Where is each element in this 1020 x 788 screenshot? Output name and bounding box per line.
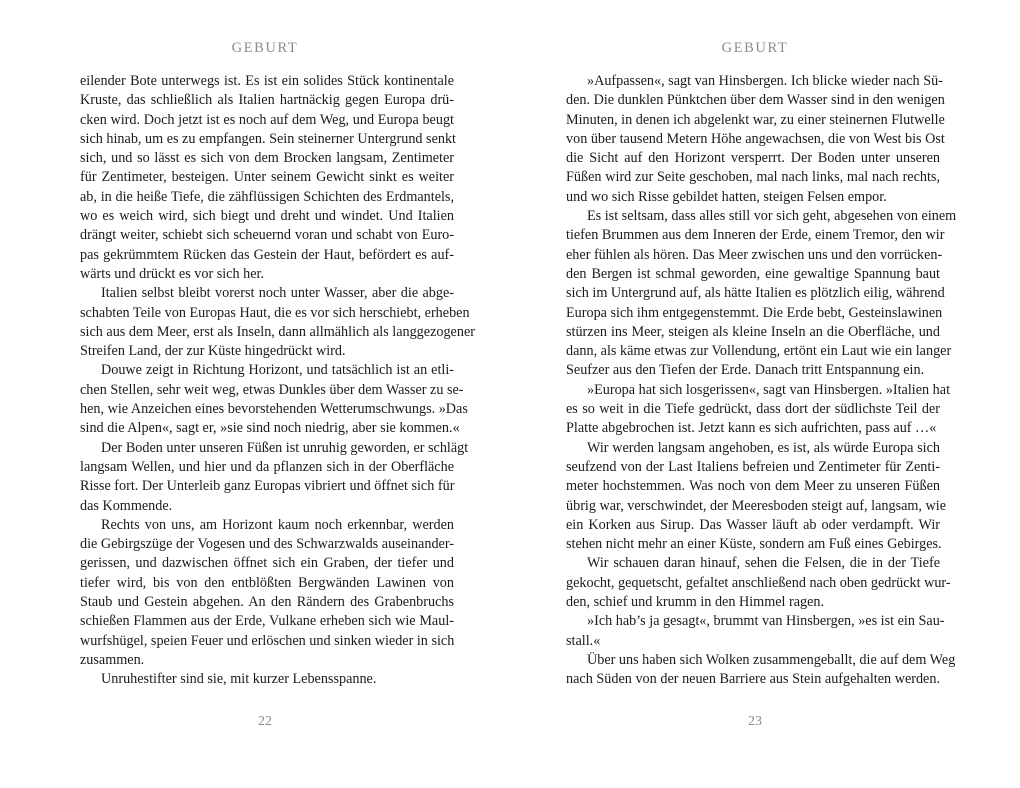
text-line: es so weit in die Tiefe gedrückt, dass dort der südlichste Teil der	[566, 401, 940, 418]
text-line: ab, in die heiße Tiefe, die zähflüssigen Schichten des Erdmantels,	[80, 188, 454, 205]
text-line: gekocht, gequetscht, gefaltet anschließend nach oben gedrückt wur-	[566, 574, 951, 591]
text-line: ein Korken aus Sirup. Das Wasser läuft ab oder verdampft. Wir	[566, 516, 940, 533]
text-line: sich, und so lässt es sich von dem Brocken langsam, Zentimeter	[80, 150, 454, 167]
text-line: Wir werden langsam angehoben, es ist, als würde Europa sich	[587, 439, 940, 456]
text-line: eilender Bote unterwegs ist. Es ist ein solides Stück kontinentale	[80, 73, 454, 89]
text-line: Douwe zeigt in Richtung Horizont, und tatsächlich ist an etli-	[101, 362, 454, 379]
text-line: Wir schauen daran hinauf, sehen die Felsen, die in der Tiefe	[587, 555, 940, 572]
right-running-head: GEBURT	[721, 40, 789, 56]
text-line: sind die Alpen«, sagt er, »sie sind noch niedrig, aber sie kommen.«	[80, 420, 460, 437]
text-line: Minuten, in denen ich abgelenkt war, zu einer steinernen Flutwelle	[566, 111, 945, 128]
text-line: sich hinab, um es zu empfangen. Sein steinerner Untergrund senkt	[80, 130, 457, 147]
text-line: hen, wie Anzeichen eines bevorstehenden Wetterumschwungs. »Das	[80, 401, 468, 418]
text-line: schabten Teile von Europas Haut, die es vor sich herschiebt, erheben	[80, 304, 470, 321]
text-line: Platte abgebrochen ist. Jetzt kann es sich aufrichten, pass auf …«	[566, 420, 937, 437]
text-line: »Aufpassen«, sagt van Hinsbergen. Ich blicke wieder nach Sü-	[587, 73, 943, 89]
text-line: schießen Flammen aus der Erde, Vulkane erheben sich wie Maul-	[80, 613, 454, 630]
left-page-number: 22	[258, 714, 272, 729]
text-line: drängt weiter, schiebt sich scheuernd voran und schabt von Euro-	[80, 227, 454, 244]
text-line: cken wird. Doch jetzt ist es noch auf dem Weg, und Europa beugt	[80, 111, 454, 128]
text-line: Staub und Gestein abgehen. An den Rändern des Grabenbruchs	[80, 594, 454, 611]
text-line: die Sicht auf den Horizont versperrt. Der Boden unter unseren	[566, 150, 940, 167]
text-line: tiefen Brummen aus dem Inneren der Erde, einem Tremor, den wir	[566, 227, 945, 244]
text-line: meter hochstemmen. Was noch von dem Meer zu unseren Füßen	[566, 478, 940, 495]
text-line: Italien selbst bleibt vorerst noch unter Wasser, aber die abge-	[101, 285, 454, 302]
left-text-block	[80, 72, 475, 690]
right-page-number: 23	[748, 714, 762, 729]
text-line: Streifen Land, der zur Küste hingedrückt wird.	[80, 343, 346, 360]
text-line: stehen nicht mehr an einer Küste, sondern am Fuß eines Gebirges.	[566, 536, 942, 553]
text-line: wo es weich wird, sich biegt und dreht und windet. Und Italien	[80, 208, 454, 225]
text-line: die Gebirgszüge der Vogesen und des Schwarzwalds auseinander-	[80, 536, 454, 553]
text-line: Risse fort. Der Unterleib ganz Europas vibriert und öffnet sich für	[80, 478, 455, 495]
text-line: den, schief und krumm in den Himmel ragen.	[566, 594, 825, 611]
left-running-head: GEBURT	[231, 40, 299, 56]
text-line: Kruste, das schließlich als Italien hartnäckig gegen Europa drü-	[80, 92, 454, 109]
text-line: den Bergen ist schmal geworden, eine gewaltige Spannung baut	[566, 265, 940, 282]
text-line: zusammen.	[80, 651, 145, 668]
text-line: »Ich hab’s ja gesagt«, brummt van Hinsbergen, »es ist ein Sau-	[587, 613, 945, 630]
text-line: für Zentimeter, besteigen. Unter seinem Gewicht sinkt es weiter	[80, 169, 454, 186]
text-line: pas gekrümmtem Rücken das Gestein der Haut, befördert es auf-	[80, 246, 454, 263]
text-line: Der Boden unter unseren Füßen ist unruhig geworden, er schlägt	[101, 439, 469, 456]
text-line: Über uns haben sich Wolken zusammengeballt, die auf dem Weg	[587, 651, 956, 668]
text-line: seufzend von der Last Italiens befreien und Zentimeter für Zenti-	[566, 458, 940, 475]
text-line: Europa sich ihm entgegenstemmt. Die Erde bebt, Gesteinslawinen	[566, 304, 943, 321]
text-line: sich aus dem Meer, erst als Inseln, dann allmählich als langgezogener	[80, 323, 475, 340]
text-line: langsam Wellen, und hier und da pflanzen sich in der Oberfläche	[80, 458, 454, 475]
text-line: chen Stellen, sehr weit weg, etwas Dunkles über dem Wasser zu se-	[80, 381, 464, 398]
text-line: den. Die dunklen Pünktchen über dem Wasser sind in den wenigen	[566, 92, 945, 109]
text-line: von über tausend Metern Höhe angewachsen, die von West bis Ost	[566, 130, 945, 147]
text-line: nach Süden von der neuen Barriere aus Stein aufgehalten werden.	[566, 671, 940, 688]
text-line: stürzen ins Meer, steigen als kleine Inseln an die Oberfläche, und	[566, 323, 940, 340]
text-line: tiefer wird, bis von den entblößten Bergwänden Lawinen von	[80, 574, 454, 591]
text-line: Unruhestifter sind sie, mit kurzer Lebensspanne.	[101, 671, 377, 688]
right-page	[510, 0, 1020, 788]
text-line: »Europa hat sich losgerissen«, sagt van Hinsbergen. »Italien hat	[587, 381, 951, 398]
text-line: gerissen, und dazwischen öffnet sich ein Graben, der tiefer und	[80, 555, 454, 572]
text-line: das Kommende.	[80, 497, 173, 514]
text-line: wärts und drückt es vor sich her.	[80, 265, 265, 282]
text-line: Rechts von uns, am Horizont kaum noch erkennbar, werden	[101, 516, 454, 533]
text-line: übrig war, verschwindet, der Meeresboden steigt auf, langsam, wie	[566, 497, 947, 514]
text-line: sich im Untergrund auf, als hätte Italien es plötzlich eilig, während	[566, 285, 945, 302]
text-line: eher fühlen als hören. Das Meer zwischen uns und den vorrücken-	[566, 246, 943, 263]
text-line: wurfshügel, speien Feuer und erlöschen und sinken wieder in sich	[80, 632, 455, 649]
text-line: Seufzer aus den Tiefen der Erde. Danach tritt Entspannung ein.	[566, 362, 925, 379]
right-text-block	[566, 72, 957, 690]
text-line: stall.«	[566, 632, 601, 649]
text-line: Füßen wird zur Seite geschoben, mal nach links, mal nach rechts,	[566, 169, 940, 186]
text-line: dann, als käme etwas zur Vollendung, ertönt ein Laut wie ein langer	[566, 343, 952, 360]
text-line: und wo sich Risse gebildet hatten, steigen Felsen empor.	[566, 188, 887, 205]
text-line: Es ist seltsam, dass alles still vor sich geht, abgesehen von einem	[587, 208, 957, 225]
